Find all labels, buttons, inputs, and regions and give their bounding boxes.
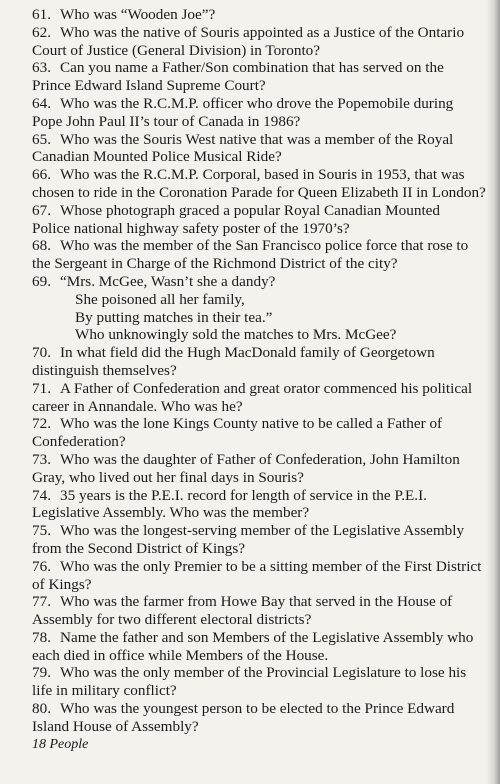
question-line <box>32 202 500 220</box>
question-text: A Father of Confederation and great orator commenced his political <box>60 379 473 397</box>
question-number: 75. <box>32 522 51 540</box>
question-line <box>32 59 500 77</box>
question-continuation-line <box>32 291 500 309</box>
question-number: 73. <box>32 450 51 468</box>
question-line <box>32 237 500 255</box>
question-continuation-line <box>32 148 500 166</box>
question-continuation-line <box>32 611 500 629</box>
question-text: Who was the only member of the Provincial Legislature to lose his <box>60 664 467 682</box>
question-text: 35 years is the P.E.I. record for length of service in the P.E.I. <box>60 486 427 504</box>
question-text: Who was the R.C.M.P. officer who drove the Popemobile during <box>60 94 454 112</box>
question-text: Police national highway safety poster of the 1970’s? <box>32 219 350 237</box>
question-continuation-line <box>32 504 500 522</box>
question-text: Who was the Souris West native that was a member of the Royal <box>60 130 454 148</box>
question-number: 70. <box>32 344 51 362</box>
page-footer: 18 People <box>32 736 89 752</box>
question-line <box>32 593 500 611</box>
question-line <box>32 487 500 505</box>
question-text: each died in office while Members of the House. <box>32 646 329 664</box>
question-text: Who unknowingly sold the matches to Mrs. McGee? <box>75 326 397 344</box>
question-text: life in military conflict? <box>32 682 177 700</box>
question-text: Who was the youngest person to be elected to the Prince Edward <box>60 700 455 718</box>
question-number: 69. <box>32 272 51 290</box>
question-line <box>32 415 500 433</box>
question-number: 66. <box>32 166 51 184</box>
question-text: distinguish themselves? <box>32 361 177 379</box>
question-text: Island House of Assembly? <box>32 717 199 735</box>
question-text: from the Second District of Kings? <box>32 539 246 557</box>
question-text: the Sergeant in Charge of the Richmond District of the city? <box>32 255 398 273</box>
question-text: Assembly for two different electoral districts? <box>32 611 312 629</box>
question-number: 80. <box>32 700 51 718</box>
question-text: In what field did the Hugh MacDonald family of Georgetown <box>60 344 435 362</box>
question-line <box>32 344 500 362</box>
question-continuation-line <box>32 42 500 60</box>
question-line <box>32 664 500 682</box>
question-line <box>32 166 500 184</box>
question-text: Whose photograph graced a popular Royal Canadian Mounted <box>60 201 440 219</box>
question-number: 71. <box>32 379 51 397</box>
question-number: 79. <box>32 664 51 682</box>
question-line <box>32 522 500 540</box>
question-number: 68. <box>32 237 51 255</box>
question-text: Who was the longest-serving member of the Legislative Assembly <box>60 522 465 540</box>
question-continuation-line <box>32 362 500 380</box>
question-continuation-line <box>32 220 500 238</box>
question-number: 67. <box>32 201 51 219</box>
question-text: Pope John Paul II’s tour of Canada in 1986? <box>32 112 301 130</box>
question-number: 74. <box>32 486 51 504</box>
question-line <box>32 629 500 647</box>
question-line <box>32 131 500 149</box>
question-text: Who was the farmer from Howe Bay that served in the House of <box>60 593 453 611</box>
question-continuation-line <box>32 682 500 700</box>
question-line <box>32 700 500 718</box>
question-number: 64. <box>32 94 51 112</box>
question-continuation-line <box>32 433 500 451</box>
question-continuation-line <box>32 255 500 273</box>
question-text: Who was “Wooden Joe”? <box>60 6 216 23</box>
question-continuation-line <box>32 398 500 416</box>
question-text: Name the father and son Members of the Legislative Assembly who <box>60 628 474 646</box>
question-number: 63. <box>32 59 51 77</box>
question-line <box>32 558 500 576</box>
question-text: She poisoned all her family, <box>75 290 245 308</box>
question-number: 76. <box>32 557 51 575</box>
question-text: “Mrs. McGee, Wasn’t she a dandy? <box>60 272 276 290</box>
question-text: Who was the native of Souris appointed as a Justice of the Ontario <box>60 23 465 41</box>
question-text: Who was the daughter of Father of Confederation, John Hamilton <box>60 450 460 468</box>
question-text: Canadian Mounted Police Musical Ride? <box>32 148 282 166</box>
question-text: Who was the R.C.M.P. Corporal, based in Souris in 1953, that was <box>60 166 465 184</box>
question-number: 78. <box>32 628 51 646</box>
question-text: career in Annandale. Who was he? <box>32 397 243 415</box>
question-text: of Kings? <box>32 575 92 593</box>
question-text: Confederation? <box>32 433 126 451</box>
question-text: Who was the lone Kings County native to be called a Father of <box>60 415 443 433</box>
question-text: chosen to ride in the Coronation Parade for Queen Elizabeth II in London? <box>32 183 486 201</box>
question-number: 77. <box>32 593 51 611</box>
question-text: By putting matches in their tea.” <box>75 308 273 326</box>
question-text: Prince Edward Island Supreme Court? <box>32 77 266 95</box>
question-continuation-line <box>32 540 500 558</box>
question-continuation-line <box>32 469 500 487</box>
question-continuation-line <box>32 184 500 202</box>
question-number: 61. <box>32 6 51 23</box>
question-line <box>32 273 500 291</box>
question-continuation-line <box>32 309 500 327</box>
question-line <box>32 451 500 469</box>
question-continuation-line <box>32 718 500 736</box>
question-continuation-line <box>32 647 500 665</box>
question-continuation-line <box>32 113 500 131</box>
question-text: Legislative Assembly. Who was the member? <box>32 504 310 522</box>
question-line <box>32 380 500 398</box>
question-text: Who was the only Premier to be a sitting member of the First District <box>60 557 482 575</box>
question-continuation-line <box>32 576 500 594</box>
question-text: Can you name a Father/Son combination that has served on the <box>60 59 444 77</box>
question-continuation-line <box>32 326 500 344</box>
question-line <box>32 24 500 42</box>
question-line <box>32 6 500 24</box>
question-list <box>32 6 500 753</box>
question-line <box>32 95 500 113</box>
question-number: 62. <box>32 23 51 41</box>
question-continuation-line <box>32 77 500 95</box>
question-text: Gray, who lived out her final days in Souris? <box>32 468 304 486</box>
question-text: Who was the member of the San Francisco police force that rose to <box>60 237 469 255</box>
question-number: 65. <box>32 130 51 148</box>
question-text: Court of Justice (General Division) in Toronto? <box>32 41 321 59</box>
question-number: 72. <box>32 415 51 433</box>
